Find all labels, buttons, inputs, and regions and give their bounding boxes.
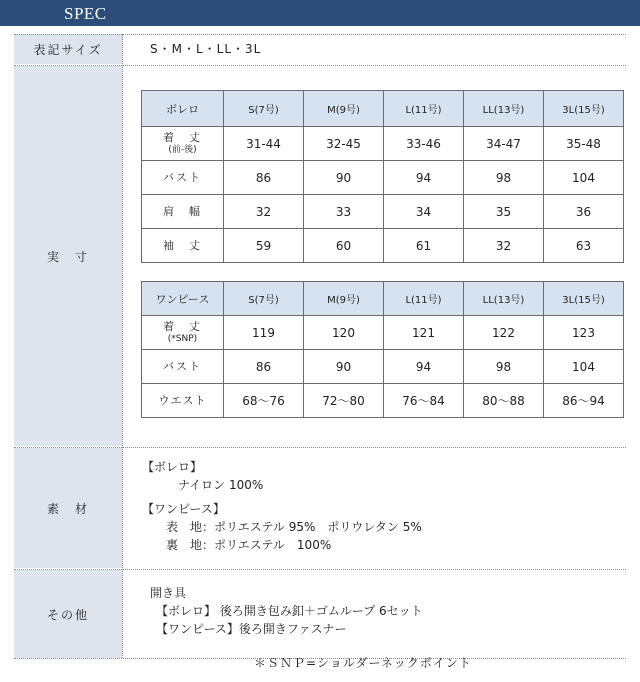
table-cell: 86 <box>224 161 304 195</box>
table-cell: 120 <box>304 316 384 350</box>
header-cell: S(7号) <box>224 91 304 127</box>
row-label: バスト <box>142 161 224 195</box>
table-cell: 33 <box>304 195 384 229</box>
table-row <box>142 229 624 263</box>
table-row <box>142 195 624 229</box>
table-cell: 94 <box>384 350 464 384</box>
table-cell: 60 <box>304 229 384 263</box>
table-row <box>142 350 624 384</box>
divider <box>14 34 626 35</box>
material-line: 【ボレロ】 <box>142 460 203 474</box>
material-line: ナイロン 100% <box>142 478 264 492</box>
header-cell: ボレロ <box>142 91 224 127</box>
table-cell: 122 <box>464 316 544 350</box>
table-cell: 76〜84 <box>384 384 464 418</box>
snp-footnote: ＊ＳＮＰ=ショルダーネックポイント <box>254 656 472 670</box>
table-cell: 34-47 <box>464 127 544 161</box>
table-cell: 80〜88 <box>464 384 544 418</box>
label-other: その他 <box>14 570 122 658</box>
table-header-row <box>142 91 624 127</box>
header-cell: S(7号) <box>224 282 304 316</box>
table-cell: 33-46 <box>384 127 464 161</box>
page-title: SPEC <box>64 4 107 23</box>
row-label: 肩 幅 <box>142 195 224 229</box>
table-cell: 98 <box>464 161 544 195</box>
row-label: 袖 丈 <box>142 229 224 263</box>
table-cell: 104 <box>544 161 624 195</box>
divider <box>14 65 626 66</box>
column-divider <box>122 34 123 658</box>
header-bar <box>0 0 640 26</box>
table-cell: 61 <box>384 229 464 263</box>
table-cell: 59 <box>224 229 304 263</box>
row-label <box>142 316 224 350</box>
row-label <box>142 127 224 161</box>
table-cell: 86〜94 <box>544 384 624 418</box>
table-cell: 98 <box>464 350 544 384</box>
table-cell: 34 <box>384 195 464 229</box>
label-material: 素 材 <box>14 448 122 568</box>
table-cell: 32-45 <box>304 127 384 161</box>
table-cell: 35 <box>464 195 544 229</box>
divider <box>14 447 626 448</box>
label-size-display: 表記サイズ <box>14 34 122 64</box>
material-line: 裏 地：ポリエステル 100% <box>142 538 332 552</box>
table-row <box>142 127 624 161</box>
other-line: 【ワンピース】後ろ開きファスナー <box>150 622 347 636</box>
row-label-sub: (*SNP) <box>167 333 198 344</box>
size-list: S・M・L・LL・3L <box>150 42 262 56</box>
label-measurements: 実 寸 <box>14 66 122 446</box>
table-cell: 90 <box>304 161 384 195</box>
header-cell: M(9号) <box>304 91 384 127</box>
table-cell: 94 <box>384 161 464 195</box>
row-label-text: 着 丈 <box>163 319 202 333</box>
onepiece-size-table <box>141 281 624 418</box>
bolero-size-table <box>141 90 624 263</box>
table-cell: 104 <box>544 350 624 384</box>
other-line: 【ボレロ】 後ろ開き包み釦＋ゴムループ 6セット <box>150 604 423 618</box>
table-cell: 68〜76 <box>224 384 304 418</box>
header-cell: M(9号) <box>304 282 384 316</box>
material-line: 【ワンピース】 <box>142 502 225 516</box>
table-cell: 119 <box>224 316 304 350</box>
header-cell: L(11号) <box>384 282 464 316</box>
material-line: 表 地：ポリエステル 95% ポリウレタン 5% <box>142 520 422 534</box>
other-text <box>150 584 423 638</box>
table-cell: 86 <box>224 350 304 384</box>
table-cell: 121 <box>384 316 464 350</box>
table-cell: 32 <box>224 195 304 229</box>
table-cell: 31-44 <box>224 127 304 161</box>
row-label-text: 着 丈 <box>163 130 202 144</box>
header-cell: 3L(15号) <box>544 282 624 316</box>
table-cell: 72〜80 <box>304 384 384 418</box>
table-row <box>142 384 624 418</box>
material-text <box>142 458 422 554</box>
header-cell: ワンピース <box>142 282 224 316</box>
table-cell: 63 <box>544 229 624 263</box>
table-cell: 123 <box>544 316 624 350</box>
header-cell: LL(13号) <box>464 282 544 316</box>
header-cell: LL(13号) <box>464 91 544 127</box>
table-header-row <box>142 282 624 316</box>
other-line: 開き具 <box>150 586 187 600</box>
row-label-sub: (前-後) <box>168 144 197 155</box>
table-cell: 32 <box>464 229 544 263</box>
header-cell: L(11号) <box>384 91 464 127</box>
table-cell: 35-48 <box>544 127 624 161</box>
table-cell: 36 <box>544 195 624 229</box>
row-label: バスト <box>142 350 224 384</box>
divider <box>14 569 626 570</box>
table-row <box>142 161 624 195</box>
header-cell: 3L(15号) <box>544 91 624 127</box>
row-label: ウエスト <box>142 384 224 418</box>
table-cell: 90 <box>304 350 384 384</box>
table-row <box>142 316 624 350</box>
